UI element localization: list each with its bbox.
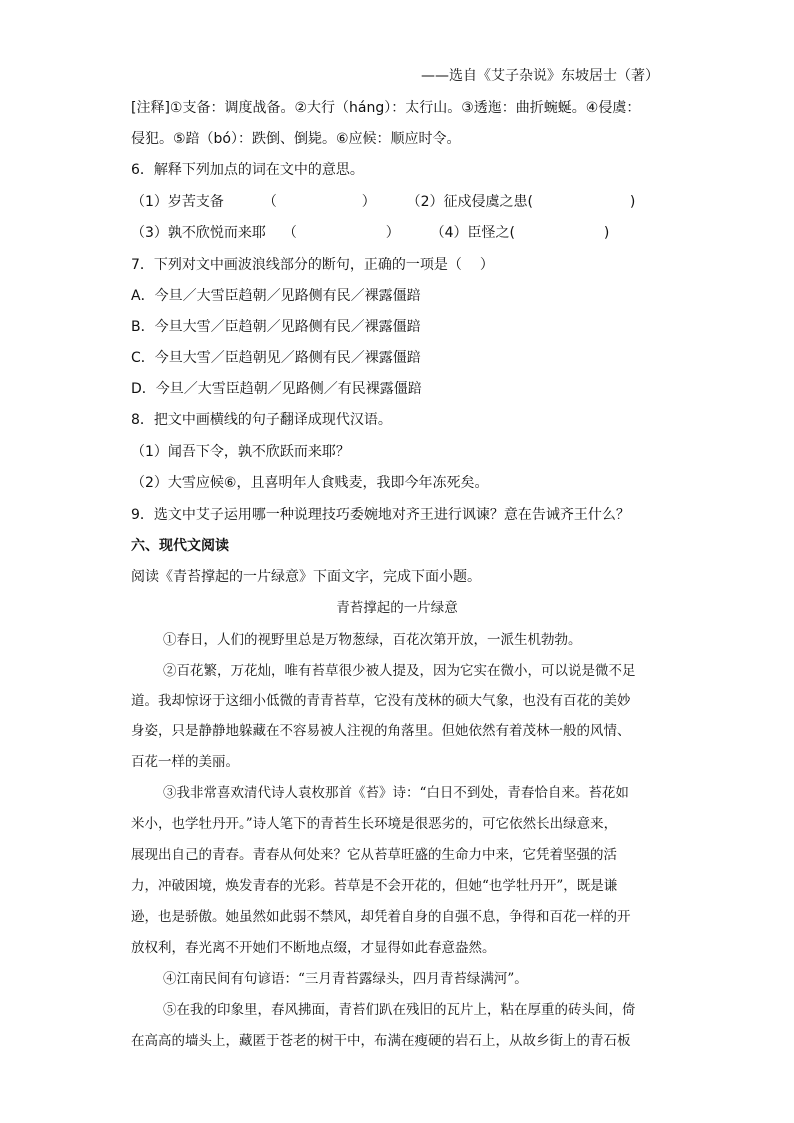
annotation-line-2: 侵犯。⑤踣（bó）：跌倒、倒毙。⑥应候：顺应时令。: [131, 131, 461, 147]
essay-paragraph-3-line: 米小，也学牡丹开。”诗人笔下的青苔生长环境是很恶劣的，可它依然长出绿意来，: [131, 816, 618, 832]
q6-item-3: （3）孰不欣悦而来耶: [131, 225, 266, 241]
option-c: C．今旦大雪／臣趋朝见／路侧有民／裸露僵踣: [131, 350, 421, 366]
question-8-item-1: （1）闻吾下令，孰不欣跃而来耶？: [131, 444, 350, 460]
question-6-items-row-1: （1）岁苦支备 （ ） （2）征戍侵虞之患( ): [131, 194, 636, 210]
question-8: 8．把文中画横线的句子翻译成现代汉语。: [131, 412, 392, 428]
q6-item-2: （2）征戍侵虞之患(: [406, 194, 534, 210]
essay-paragraph-3-line: 展现出自己的青春。青春从何处来？它从苔草旺盛的生命力中来，它凭着坚强的活: [131, 847, 617, 863]
question-9: 9．选文中艾子运用哪一种说理技巧委婉地对齐王进行讽谏？意在告诫齐王什么？: [131, 507, 630, 523]
essay-paragraph-3-line: 逊，也是骄傲。她虽然如此弱不禁风，却凭着自身的自强不息，争得和百花一样的开: [131, 909, 631, 925]
q6-item-1: （1）岁苦支备: [131, 194, 224, 210]
option-d: D．今旦／大雪臣趋朝／见路侧／有民裸露僵踣: [131, 381, 422, 397]
reading-instruction: 阅读《青苔撑起的一片绿意》下面文字，完成下面小题。: [131, 569, 481, 585]
option-b: B．今旦大雪／臣趋朝／见路侧有民／裸露僵踣: [131, 319, 421, 335]
essay-paragraph-3-line: 放权利，春光离不开她们不断地点缀，才显得如此春意盎然。: [131, 940, 496, 956]
question-6-items-row-2: （3）孰不欣悦而来耶 （ ） （4）臣怪之( ): [131, 225, 610, 241]
essay-paragraph-1: ①春日，人们的视野里总是万物葱绿，百花次第开放，一派生机勃勃。: [163, 632, 582, 648]
essay-paragraph-2-line: 身姿，只是静静地躲藏在不容易被人注视的角落里。但她依然有着茂林一般的风情、: [131, 723, 631, 739]
essay-paragraph-4: ④江南民间有句谚语：“三月青苔露绿头，四月青苔绿满河”。: [163, 971, 528, 987]
source-citation: ——选自《艾子杂说》东坡居士（著）: [421, 68, 659, 84]
question-6: 6．解释下列加点的词在文中的意思。: [131, 162, 364, 178]
question-8-item-2: （2）大雪应候⑥，且喜明年人食贱麦，我即今年冻死矣。: [131, 475, 489, 491]
essay-title: 青苔撑起的一片绿意: [336, 600, 458, 616]
essay-paragraph-5-line: 在高高的墙头上，藏匿于苍老的树干中，布满在瘦硬的岩石上，从故乡街上的青石板: [131, 1033, 631, 1049]
essay-paragraph-2-line: 道。我却惊讶于这细小低微的青青苔草，它没有茂林的硕大气象，也没有百花的美妙: [131, 693, 631, 709]
essay-paragraph-2-line: ②百花繁，万花灿，唯有苔草很少被人提及，因为它实在微小，可以说是微不足: [163, 663, 636, 679]
q6-item-4: （4）臣怪之(: [430, 225, 516, 241]
option-a: A．今旦／大雪臣趋朝／见路侧有民／裸露僵踣: [131, 288, 421, 304]
question-7: 7．下列对文中画波浪线部分的断句，正确的一项是（ ）: [131, 257, 494, 273]
essay-paragraph-2-line: 百花一样的美丽。: [131, 754, 239, 770]
section-heading: 六、现代文阅读: [131, 538, 229, 554]
annotation-line-1: [注释]①支备：调度战备。②大行（háng）：太行山。③透迤：曲折蜿蜒。④侵虞：: [131, 100, 641, 116]
essay-paragraph-3-line: 力，冲破困境，焕发青春的光彩。苔草是不会开花的，但她“也学牡丹开”，既是谦: [131, 878, 618, 894]
essay-paragraph-3-line: ③我非常喜欢清代诗人袁枚那首《苔》诗：“白日不到处，青春恰自来。苔花如: [163, 785, 629, 801]
essay-paragraph-5-line: ⑤在我的印象里，春风拂面，青苔们趴在残旧的瓦片上，粘在厚重的砖头间，倚: [163, 1002, 636, 1018]
